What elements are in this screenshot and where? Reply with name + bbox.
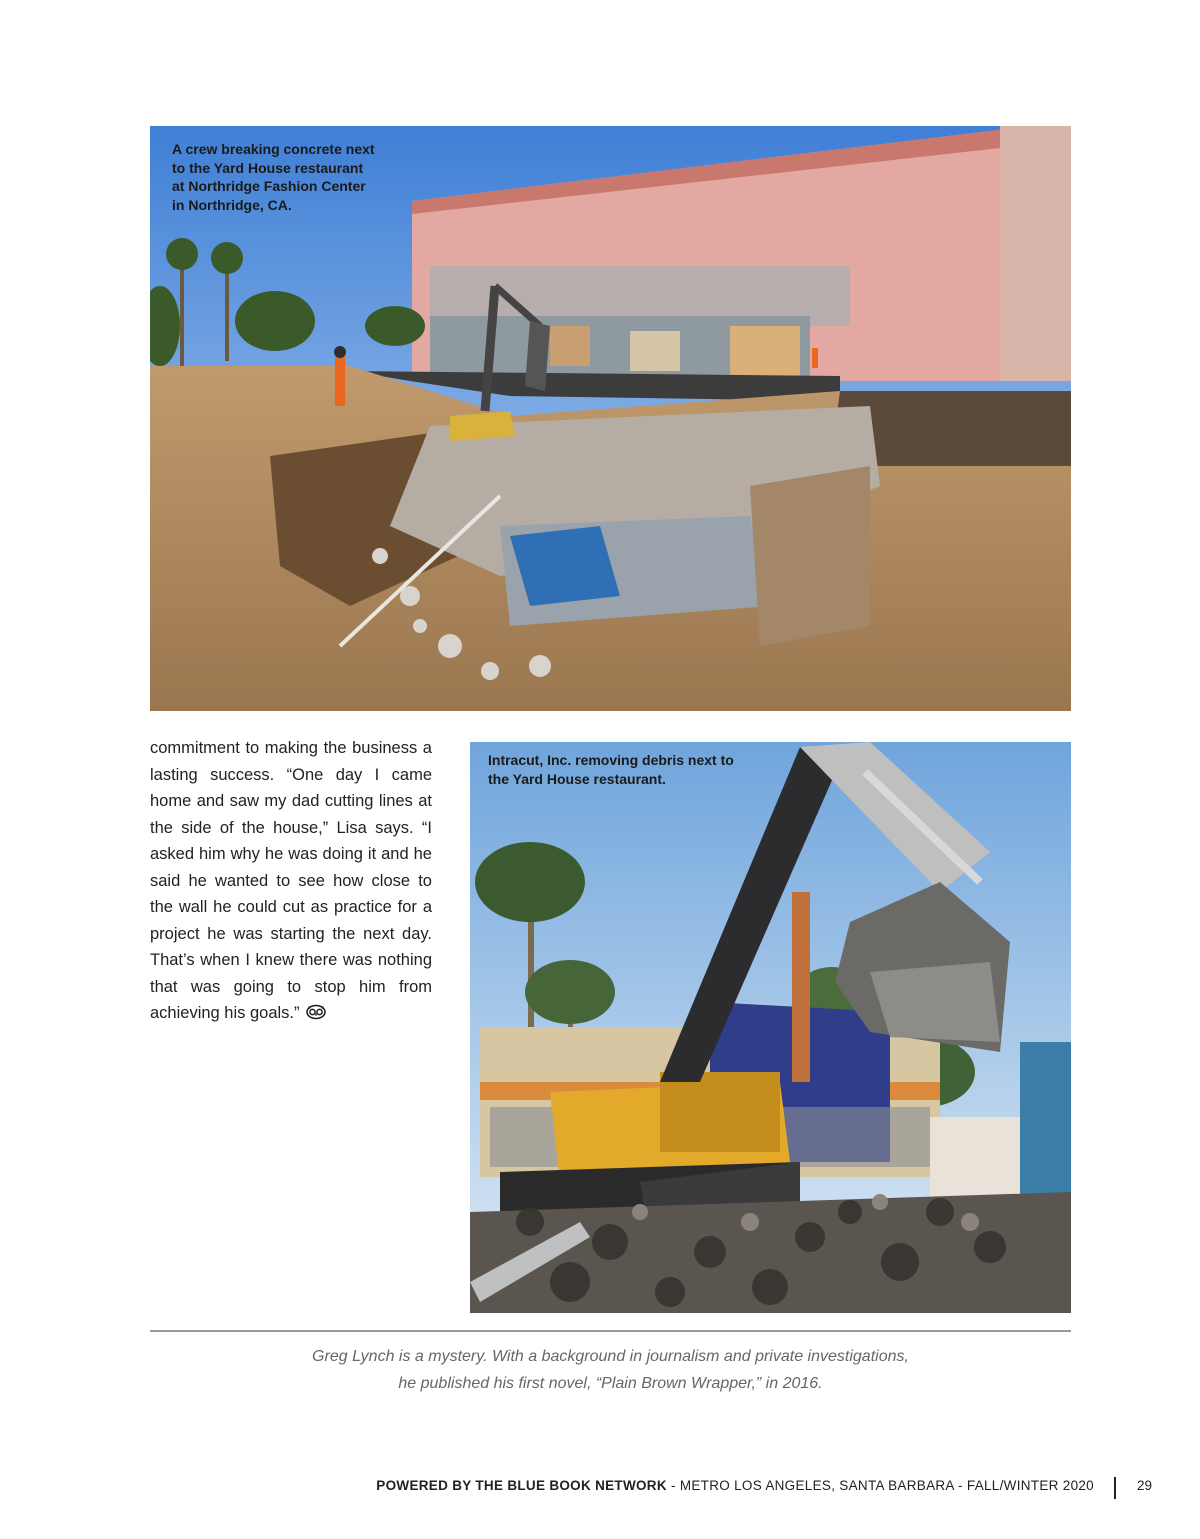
top-photo-caption xyxy=(172,140,402,214)
caption-line: to the Yard House restaurant xyxy=(172,159,364,176)
page-number: 29 xyxy=(1137,1478,1153,1493)
caption-line: the Yard House restaurant. xyxy=(488,770,666,787)
author-bio xyxy=(150,1343,1071,1397)
article-paragraph: commitment to making the business a lasting success. “One day I came home and saw my dad cutting lines at the side of the house,” Lisa says. “I asked him why he was doing it and he said he wanted to see how close to the wall he could cut as practice for a project he was starting the next day. That’s when I knew there was nothing that was going to stop him from achieving his goals.” xyxy=(150,739,432,1022)
article-body-text xyxy=(150,735,432,1029)
author-bio-line: Greg Lynch is a mystery. With a background in journalism and private investigations, xyxy=(312,1348,909,1365)
excavator-scene-illustration xyxy=(470,742,1071,1313)
owl-icon xyxy=(306,1002,326,1029)
footer-separator: - xyxy=(666,1478,680,1493)
footer-divider xyxy=(1114,1477,1116,1499)
caption-line: in Northridge, CA. xyxy=(172,196,292,213)
footer-publication-info: METRO LOS ANGELES, SANTA BARBARA - FALL/WINTER 2020 xyxy=(679,1478,1094,1493)
bottom-photo-caption xyxy=(488,751,768,788)
caption-line: Intracut, Inc. removing debris next to xyxy=(488,752,734,768)
footer-brand: POWERED BY THE BLUE BOOK NETWORK xyxy=(376,1478,667,1493)
caption-line: A crew breaking concrete next xyxy=(172,141,375,157)
bottom-photo-excavator xyxy=(470,742,1071,1313)
page-footer xyxy=(376,1478,1094,1493)
author-bio-line: he published his first novel, “Plain Brown Wrapper,” in 2016. xyxy=(398,1375,823,1392)
bio-divider xyxy=(150,1330,1071,1332)
caption-line: at Northridge Fashion Center xyxy=(172,178,366,194)
